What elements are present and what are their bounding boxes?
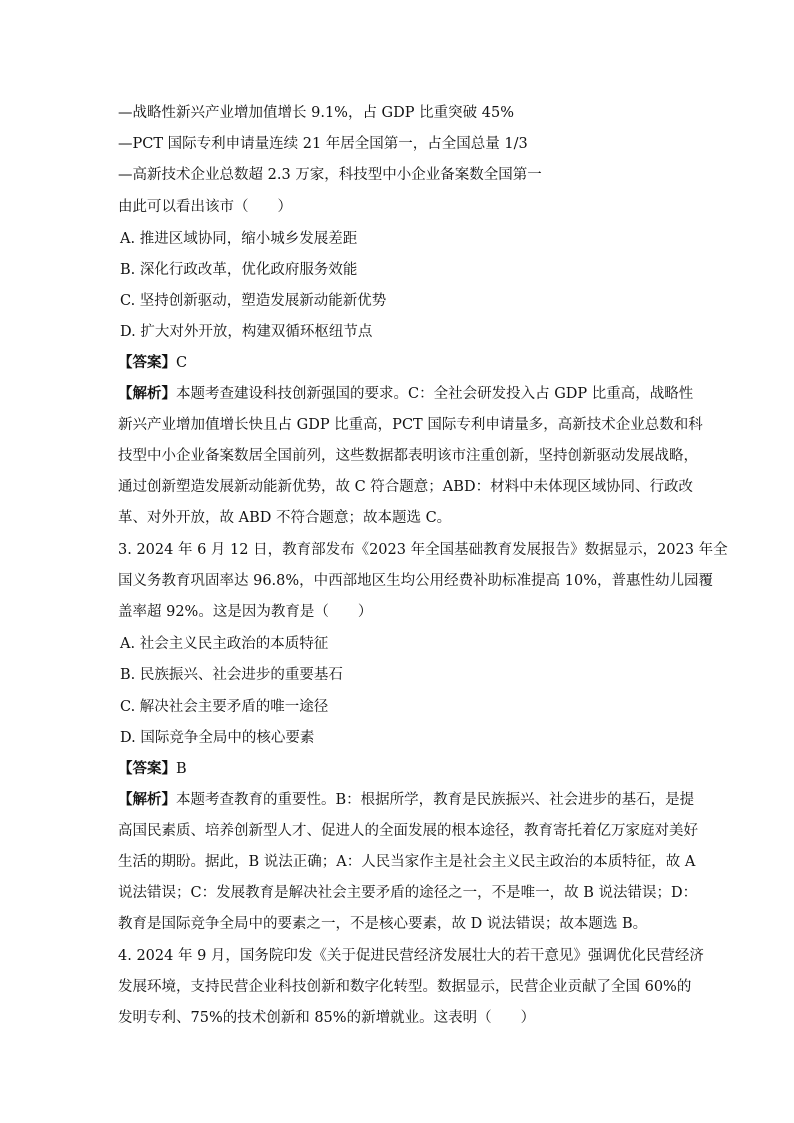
- option-d: D. 国际竞争全局中的核心要素: [120, 730, 315, 746]
- analysis-text: 本题考查建设科技创新强国的要求。C：全社会研发投入占 GDP 比重高，战略性: [176, 386, 694, 402]
- analysis-label: 【解析】: [118, 385, 176, 402]
- option-a: A. 推进区域协同，缩小城乡发展差距: [120, 231, 358, 247]
- analysis-line: 通过创新塑造发展新动能新优势，故 C 符合题意；ABD：材料中未体现区域协同、行政改: [118, 479, 694, 495]
- analysis-label: 【解析】: [118, 791, 176, 808]
- answer-label: 【答案】: [118, 760, 176, 777]
- analysis-line: [118, 790, 694, 810]
- question-stem: 发明专利、75%的技术创新和 85%的新增就业。这表明（ ）: [118, 1010, 536, 1026]
- option-b: B. 深化行政改革，优化政府服务效能: [120, 262, 358, 278]
- question-stem: 4. 2024 年 9 月，国务院印发《关于促进民营经济发展壮大的若干意见》强调优化民营经济: [118, 948, 704, 964]
- analysis-line: 说法错误；C：发展教育是解决社会主要矛盾的途径之一，不是唯一，故 B 说法错误；D：: [118, 885, 698, 901]
- option-c: C. 坚持创新驱动，塑造发展新动能新优势: [120, 293, 387, 309]
- question-stem: 发展环境，支持民营企业科技创新和数字化转型。数据显示，民营企业贡献了全国 60%的: [118, 979, 692, 995]
- analysis-line: 高国民素质、培养创新型人才、促进人的全面发展的根本途径，教育寄托着亿万家庭对美好: [118, 823, 698, 839]
- option-b: B. 民族振兴、社会进步的重要基石: [120, 667, 343, 683]
- analysis-line: 生活的期盼。据此，B 说法正确；A：人民当家作主是社会主义民主政治的本质特征，故 A: [118, 854, 696, 870]
- bullet-line: —高新技术企业总数超 2.3 万家，科技型中小企业备案数全国第一: [118, 167, 542, 183]
- answer-line: [118, 353, 187, 373]
- question-stem: 由此可以看出该市（ ）: [118, 199, 292, 215]
- bullet-line: —PCT 国际专利申请量连续 21 年居全国第一，占全国总量 1/3: [118, 136, 528, 152]
- answer-line: [118, 759, 187, 779]
- analysis-text: 本题考查教育的重要性。B：根据所学，教育是民族振兴、社会进步的基石，是提: [176, 792, 695, 808]
- option-c: C. 解决社会主要矛盾的唯一途径: [120, 699, 329, 715]
- analysis-line: 新兴产业增加值增长快且占 GDP 比重高，PCT 国际专利申请量多，高新技术企业总数和科: [118, 417, 703, 433]
- answer-label: 【答案】: [118, 354, 176, 371]
- answer-value: B: [176, 761, 187, 777]
- analysis-line: 革、对外开放，故 ABD 不符合题意；故本题选 C。: [118, 510, 452, 526]
- option-d: D. 扩大对外开放，构建双循环枢纽节点: [120, 324, 373, 340]
- question-stem: 3. 2024 年 6 月 12 日，教育部发布《2023 年全国基础教育发展报告》数据显示，2023 年全: [118, 542, 728, 558]
- question-stem: 盖率超 92%。这是因为教育是（ ）: [118, 604, 373, 620]
- option-a: A. 社会主义民主政治的本质特征: [120, 636, 329, 652]
- analysis-line: [118, 384, 693, 404]
- question-stem: 国义务教育巩固率达 96.8%，中西部地区生均公用经费补助标准提高 10%，普惠性幼儿园覆: [118, 573, 714, 589]
- bullet-line: —战略性新兴产业增加值增长 9.1%，占 GDP 比重突破 45%: [118, 105, 514, 121]
- answer-value: C: [176, 355, 188, 371]
- analysis-line: 技型中小企业备案数居全国前列，这些数据都表明该市注重创新，坚持创新驱动发展战略，: [118, 448, 698, 464]
- analysis-line: 教育是国际竞争全局中的要素之一，不是核心要素，故 D 说法错误；故本题选 B。: [118, 916, 648, 932]
